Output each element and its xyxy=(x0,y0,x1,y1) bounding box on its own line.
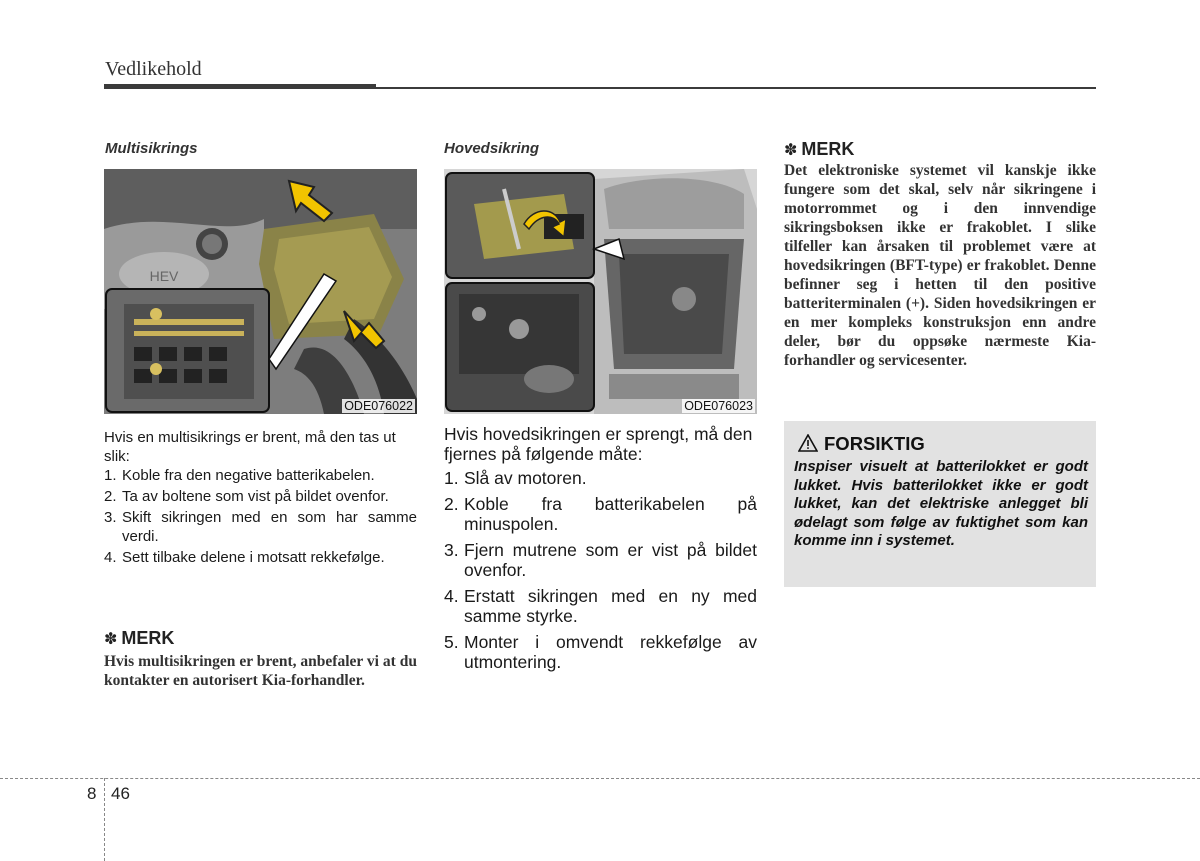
mainfuse-caption: Hovedsikring xyxy=(444,140,540,157)
list-item: 5. Monter i omvendt rekkefølge av utmontering. xyxy=(444,632,757,672)
multifuse-image-code: ODE076022 xyxy=(344,399,413,413)
engine-bay-illustration xyxy=(104,169,417,414)
header-rule-thick xyxy=(104,84,376,89)
chapter-number: 8 xyxy=(87,784,97,803)
mainfuse-image-code: ODE076023 xyxy=(684,399,753,413)
caution-box xyxy=(784,421,1096,587)
footer-vertical-divider xyxy=(104,778,105,861)
caution-title: FORSIKTIG xyxy=(798,433,925,455)
header-rule-thin xyxy=(376,87,1096,89)
list-item: 2. Ta av boltene som vist på bildet ovenfor. xyxy=(104,488,389,505)
page-number: 46 xyxy=(111,784,130,803)
asterisk-icon: ✽ xyxy=(784,142,798,159)
section-title: Vedlikehold xyxy=(105,58,202,80)
note-text: Hvis multisikringen er brent, anbefaler vi at du kontakter en autorisert Kia-forhandler. xyxy=(104,653,417,689)
note-heading-right: ✽ MERK xyxy=(784,139,855,159)
list-item: 3. Skift sikringen med en som har samme verdi. xyxy=(104,509,417,545)
mainfuse-photo xyxy=(444,169,757,414)
list-item: 1. Koble fra den negative batterikabelen. xyxy=(104,467,375,484)
asterisk-icon: ✽ xyxy=(104,631,118,648)
list-item: 3. Fjern mutrene som er vist på bildet ovenfor. xyxy=(444,540,757,580)
caution-text: Inspiser visuelt at batterilokket er godt lukket. Hvis batterilokket ikke er godt lukket, kan det elektriske anlegget bli ødelagt som følge av fuktighet som kan komme inn i systemet. xyxy=(794,458,1088,550)
note-heading: ✽ MERK xyxy=(104,628,175,648)
mainfuse-steps xyxy=(444,468,757,672)
list-item: 4. Erstatt sikringen med en ny med samme styrke. xyxy=(444,586,757,626)
multifuse-intro: Hvis en multisikrings er brent, må den tas ut slik: xyxy=(104,429,396,465)
list-item: 2. Koble fra batterikabelen på minuspolen. xyxy=(444,494,757,534)
footer-divider xyxy=(0,778,1200,779)
trunk-battery-illustration xyxy=(444,169,757,414)
multifuse-steps xyxy=(104,466,417,567)
list-item: 1. Slå av motoren. xyxy=(444,468,587,488)
warning-triangle-icon xyxy=(798,434,818,452)
svg-text:HEV: HEV xyxy=(149,268,179,284)
note-text-right: Det elektroniske systemet vil kanskje ikke fungere som det skal, selv når sikringene i motorrommet og i den innvendige sikringsboksen ikke er frakoblet. I slike tilfeller kan årsaken til problemet være at hovedsikringen (BFT-type) er frakoblet. Denne befinner seg i hetten til den positive batteriterminalen (+). Siden hovedsikringen er en mer kompleks konstruksjon enn andre deler, bør du oppsøke nærmeste Kia-forhandler og servicesenter. xyxy=(784,162,1096,369)
list-item: 4. Sett tilbake delene i motsatt rekkefølge. xyxy=(104,549,385,566)
multifuse-caption: Multisikrings xyxy=(105,140,198,157)
mainfuse-intro: Hvis hovedsikringen er sprengt, må den fjernes på følgende måte: xyxy=(444,424,753,464)
multifuse-photo xyxy=(104,169,417,414)
